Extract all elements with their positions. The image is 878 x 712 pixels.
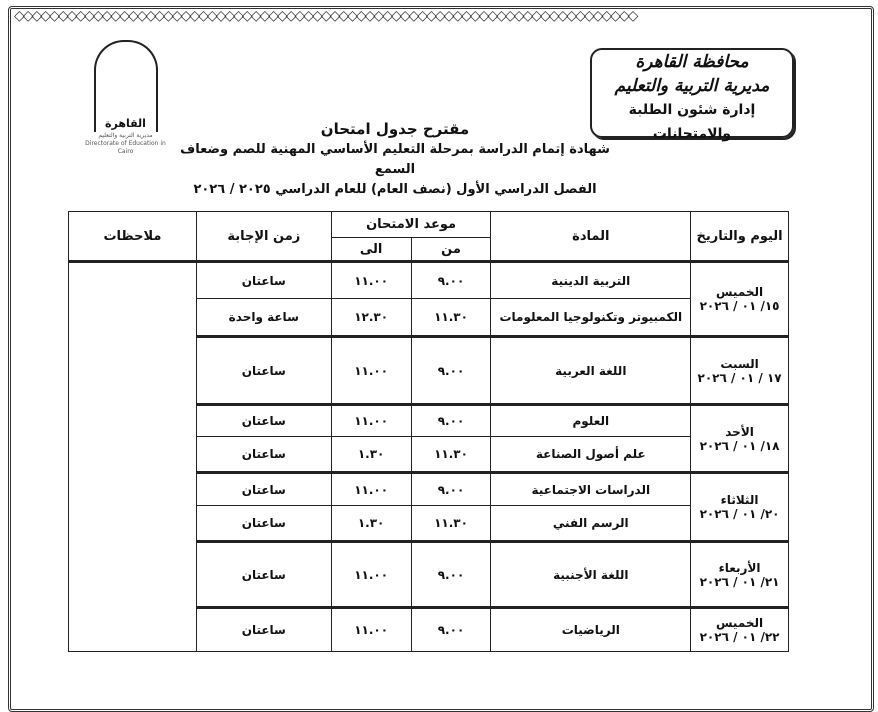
exam-date: ١٥/ ٠١ / ٢٠٢٦ bbox=[699, 299, 780, 313]
day-name: الأحد bbox=[725, 424, 754, 439]
from-time-cell: ٩.٠٠ bbox=[411, 473, 491, 506]
table-row bbox=[69, 262, 789, 299]
term-title: الفصل الدراسي الأول (نصف العام) للعام الدراسي ٢٠٢٥ / ٢٠٢٦ bbox=[193, 182, 597, 197]
exam-date: ٢٢/ ٠١ / ٢٠٢٦ bbox=[699, 630, 780, 644]
governorate-name: محافظة القاهرة bbox=[635, 52, 749, 72]
from-time-cell: ٩.٠٠ bbox=[411, 608, 491, 652]
exam-schedule-table bbox=[68, 211, 789, 652]
subject-cell: الرسم الفني bbox=[491, 506, 691, 542]
duration-cell: ساعتان bbox=[196, 608, 331, 652]
subject-cell: التربية الدينية bbox=[491, 262, 691, 299]
header-subject: المادة bbox=[491, 212, 691, 262]
duration-cell: ساعتان bbox=[196, 506, 331, 542]
day-date-cell bbox=[691, 608, 789, 652]
to-time-cell: ١١.٠٠ bbox=[331, 473, 411, 506]
day-name: الأربعاء bbox=[718, 560, 761, 575]
header-duration: زمن الإجابة bbox=[196, 212, 331, 262]
from-time-cell: ٩.٠٠ bbox=[411, 542, 491, 608]
to-time-cell: ١١.٠٠ bbox=[331, 608, 411, 652]
subject-cell: اللغة الأجنبية bbox=[491, 542, 691, 608]
subject-cell: العلوم bbox=[491, 405, 691, 437]
to-time-cell: ١٢.٣٠ bbox=[331, 299, 411, 337]
day-date-cell bbox=[691, 405, 789, 473]
subject-cell: الكمبيوتر وتكنولوجيا المعلومات bbox=[491, 299, 691, 337]
from-time-cell: ٩.٠٠ bbox=[411, 337, 491, 405]
exam-date: ١٨/ ٠١ / ٢٠٢٦ bbox=[699, 438, 780, 453]
day-name: الخميس bbox=[715, 616, 764, 630]
notes-cell bbox=[69, 262, 197, 652]
document-title: مقترح جدول امتحان bbox=[320, 120, 470, 138]
logo-subtitle-en: Directorate of Education in Cairo bbox=[85, 140, 166, 155]
border-ornament-top: ◇◇◇◇◇◇◇◇◇◇◇◇◇◇◇◇◇◇◇◇◇◇◇◇◇◇◇◇◇◇◇◇◇◇◇◇◇◇◇◇◇◇◇◇◇◇◇◇◇◇◇◇◇◇◇◇◇◇◇◇◇◇◇◇◇◇◇◇◇◇◇ bbox=[14, 8, 637, 24]
exam-date: ١٧ / ٠١ / ٢٠٢٦ bbox=[697, 370, 782, 385]
certificate-title: شهادة إتمام الدراسة بمرحلة التعليم الأساسي المهنية للصم وضعاف السمع bbox=[180, 142, 610, 177]
duration-cell: ساعتان bbox=[196, 542, 331, 608]
department-name: إدارة شئون الطلبة والامتحانات bbox=[628, 102, 756, 142]
duration-cell: ساعة واحدة bbox=[196, 299, 331, 337]
cairo-logo bbox=[78, 40, 173, 165]
duration-cell: ساعتان bbox=[196, 337, 331, 405]
to-time-cell: ١.٣٠ bbox=[331, 506, 411, 542]
from-time-cell: ١١.٣٠ bbox=[411, 506, 491, 542]
subject-cell: علم أصول الصناعة bbox=[491, 437, 691, 473]
exam-date: ٢٠/ ٠١ / ٢٠٢٦ bbox=[699, 507, 780, 521]
day-name: الخميس bbox=[715, 285, 764, 299]
logo-text: القاهرة bbox=[105, 117, 146, 130]
exam-date: ٢١/ ٠١ / ٢٠٢٦ bbox=[699, 574, 780, 589]
day-date-cell bbox=[691, 473, 789, 542]
document-titles bbox=[180, 118, 610, 200]
header-to: الى bbox=[331, 238, 411, 262]
day-name: الثلاثاء bbox=[720, 493, 759, 507]
header-exam-time: موعد الامتحان bbox=[331, 212, 491, 238]
to-time-cell: ١.٣٠ bbox=[331, 437, 411, 473]
header-day-date: اليوم والتاريخ bbox=[691, 212, 789, 262]
from-time-cell: ٩.٠٠ bbox=[411, 262, 491, 299]
duration-cell: ساعتان bbox=[196, 262, 331, 299]
to-time-cell: ١١.٠٠ bbox=[331, 542, 411, 608]
subject-cell: الدراسات الاجتماعية bbox=[491, 473, 691, 506]
duration-cell: ساعتان bbox=[196, 473, 331, 506]
subject-cell: الرياضيات bbox=[491, 608, 691, 652]
to-time-cell: ١١.٠٠ bbox=[331, 337, 411, 405]
day-name: السبت bbox=[720, 356, 759, 371]
day-date-cell bbox=[691, 542, 789, 608]
from-time-cell: ١١.٣٠ bbox=[411, 299, 491, 337]
from-time-cell: ١١.٣٠ bbox=[411, 437, 491, 473]
directorate-header-box bbox=[590, 48, 794, 142]
duration-cell: ساعتان bbox=[196, 405, 331, 437]
day-date-cell bbox=[691, 337, 789, 405]
directorate-name: مديرية التربية والتعليم bbox=[614, 76, 770, 96]
to-time-cell: ١١.٠٠ bbox=[331, 405, 411, 437]
duration-cell: ساعتان bbox=[196, 437, 331, 473]
subject-cell: اللغة العربية bbox=[491, 337, 691, 405]
from-time-cell: ٩.٠٠ bbox=[411, 405, 491, 437]
header-from: من bbox=[411, 238, 491, 262]
day-date-cell bbox=[691, 262, 789, 337]
logo-subtitle: مديرية التربية والتعليم bbox=[98, 132, 153, 139]
header-notes: ملاحظات bbox=[69, 212, 197, 262]
to-time-cell: ١١.٠٠ bbox=[331, 262, 411, 299]
